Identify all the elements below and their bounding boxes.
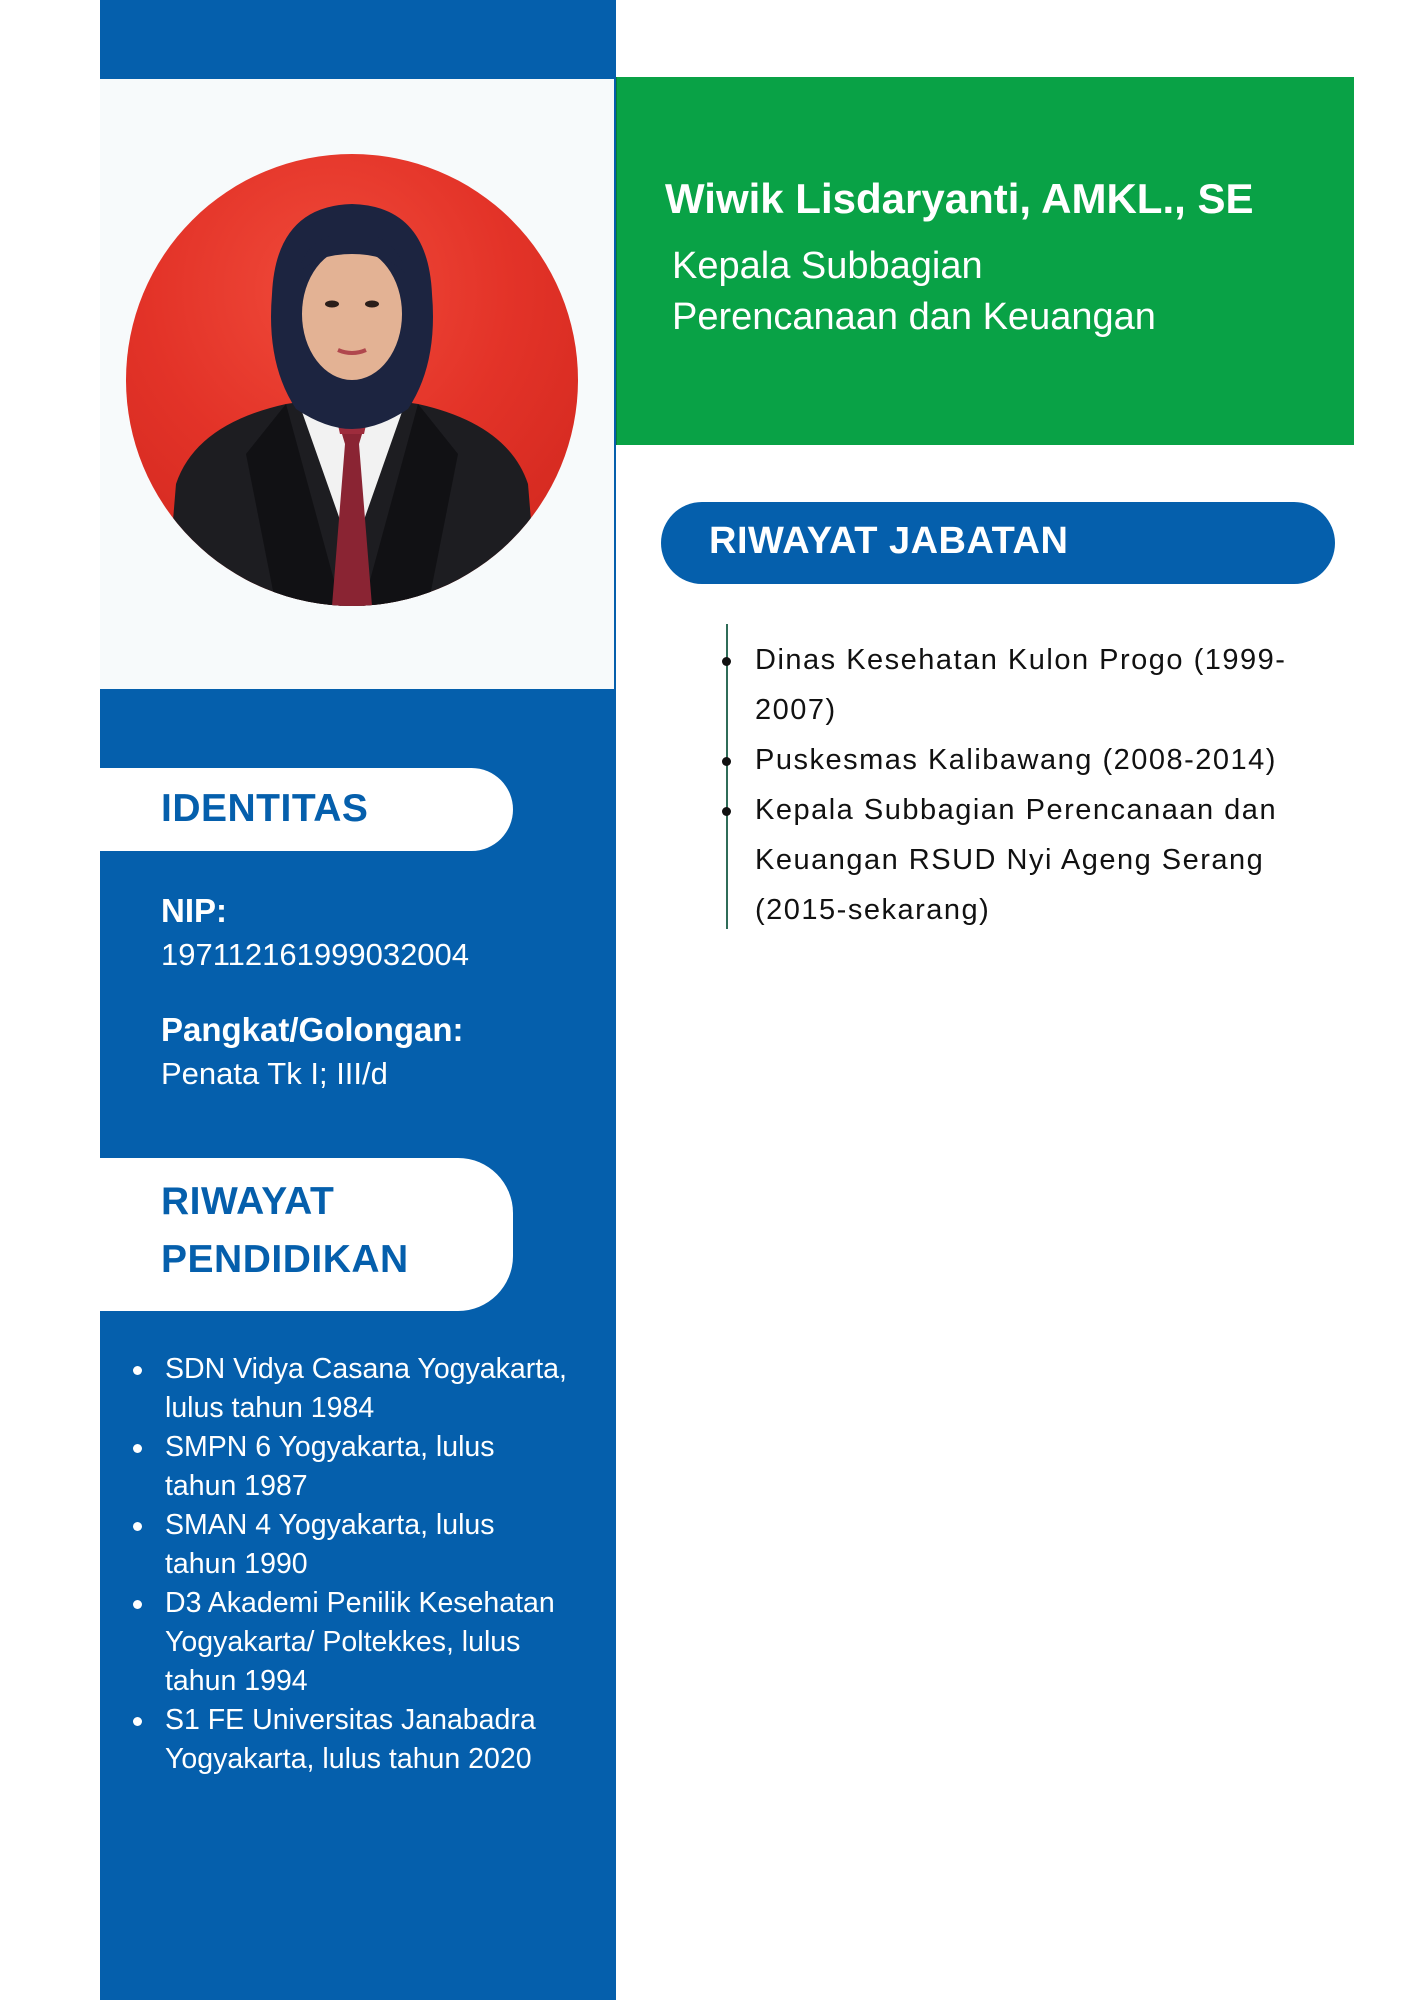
job-history-list	[727, 635, 1347, 935]
job-title-line1: Kepala Subbagian	[672, 245, 983, 287]
education-list	[130, 1350, 570, 1779]
pendidikan-heading-line1: RIWAYAT	[161, 1180, 335, 1223]
identitas-heading-pill	[100, 768, 513, 851]
list-item: Dinas Kesehatan Kulon Progo (1999-2007)	[727, 635, 1347, 735]
list-item: SMAN 4 Yogyakarta, lulus tahun 1990	[130, 1506, 570, 1584]
pangkat-value: Penata Tk I; III/d	[161, 1056, 388, 1091]
profile-photo	[126, 154, 578, 606]
list-item: D3 Akademi Penilik Kesehatan Yogyakarta/ Poltekkes, lulus tahun 1994	[130, 1584, 570, 1701]
pangkat-label: Pangkat/Golongan:	[161, 1011, 464, 1048]
person-name: Wiwik Lisdaryanti, AMKL., SE	[665, 175, 1254, 222]
pendidikan-heading-pill	[100, 1158, 513, 1311]
list-item: Puskesmas Kalibawang (2008-2014)	[727, 735, 1347, 785]
list-item: SDN Vidya Casana Yogyakarta, lulus tahun 1984	[130, 1350, 570, 1428]
job-title-line2: Perencanaan dan Keuangan	[672, 296, 1156, 338]
pendidikan-heading-line2: PENDIDIKAN	[161, 1238, 409, 1281]
portrait-illustration	[126, 154, 578, 606]
list-item: SMPN 6 Yogyakarta, lulus tahun 1987	[130, 1428, 570, 1506]
nip-value: 197112161999032004	[161, 937, 470, 972]
identitas-heading: IDENTITAS	[161, 787, 369, 830]
name-header	[616, 77, 1354, 445]
list-item: S1 FE Universitas Janabadra Yogyakarta, lulus tahun 2020	[130, 1701, 570, 1779]
nip-label: NIP:	[161, 892, 227, 929]
list-item: Kepala Subbagian Perencanaan dan Keuangan RSUD Nyi Ageng Serang (2015-sekarang)	[727, 785, 1347, 935]
jabatan-heading-pill	[661, 502, 1335, 584]
jabatan-heading: RIWAYAT JABATAN	[709, 520, 1069, 562]
